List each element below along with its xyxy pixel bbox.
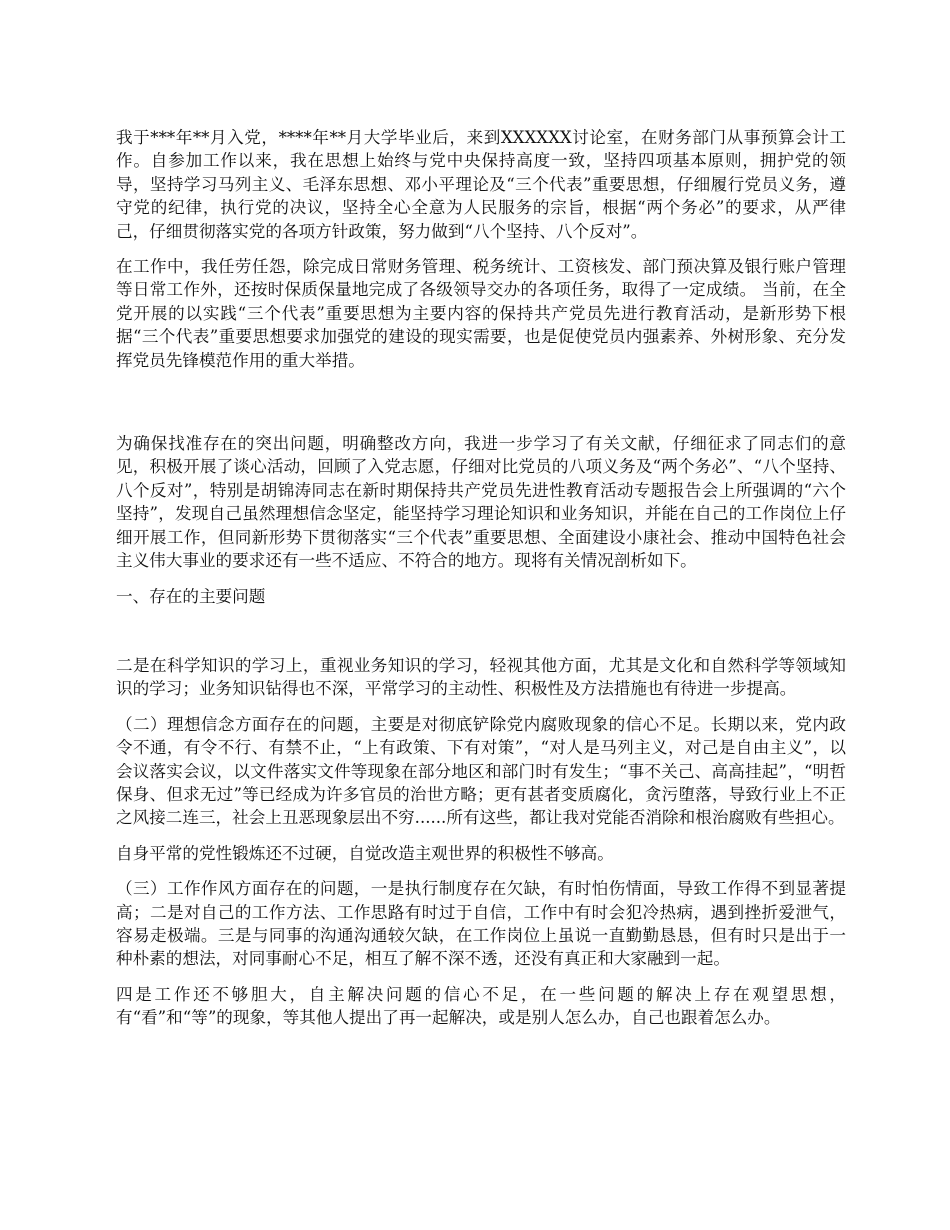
document-body: [116, 126, 846, 1030]
paragraph-knowledge-learning: 二是在科学知识的学习上，重视业务知识的学习，轻视其他方面，尤其是文化和自然科学等领域知识的学习；业务知识钻得也不深，平常学习的主动性、积极性及方法措施也有待进一步提高。: [116, 655, 846, 699]
section-heading-main-problems: 一、存在的主要问题: [116, 586, 266, 606]
paragraph-self-analysis-intro: 为确保找准存在的突出问题，明确整改方向，我进一步学习了有关文献，仔细征求了同志们的意见，积极开展了谈心活动，回顾了入党志愿，仔细对比党员的八项义务及“两个务必”、“八个坚持、八个反对”，特别是胡锦涛同志在新时期保持共产党员先进性教育活动专题报告会上所强调的“六个坚持”，发现自己虽然理想信念坚定，能坚持学习理论知识和业务知识，并能在自己的工作岗位上仔细开展工作，但同新形势下贯彻落实“三个代表”重要思想、全面建设小康社会、推动中国特色社会主义伟大事业的要求还有一些不适应、不符合的地方。现将有关情况剖析如下。: [116, 434, 846, 571]
paragraph-party-spirit: 自身平常的党性锻炼还不过硬，自觉改造主观世界的积极性不够高。: [116, 843, 614, 863]
paragraph-boldness: 四是工作还不够胆大，自主解决问题的信心不足，在一些问题的解决上存在观望思想，有“看”和“等”的现象，等其他人提出了再一起解决，或是别人怎么办，自己也跟着怎么办。: [116, 984, 846, 1028]
paragraph-work-style: （三）工作作风方面存在的问题，一是执行制度存在欠缺，有时怕伤情面，导致工作得不到显著提高；二是对自己的工作方法、工作思路有时过于自信，工作中有时会犯冷热病，遇到挫折爱泄气，容易走极端。三是与同事的沟通沟通较欠缺，在工作岗位上虽说一直勤勤恳恳，但有时只是出于一种朴素的想法，对同事耐心不足，相互了解不深不透，还没有真正和大家融到一起。: [116, 879, 846, 969]
paragraph-ideals-beliefs: （二）理想信念方面存在的问题，主要是对彻底铲除党内腐败现象的信心不足。长期以来，党内政令不通，有令不行、有禁不止，“上有政策、下有对策”，“对人是马列主义，对己是自由主义”，以会议落实会议，以文件落实文件等现象在部分地区和部门时有发生；“事不关己、高高挂起”，“明哲保身、但求无过”等已经成为许多官员的治世方略；更有甚者变质腐化，贪污堕落，导致行业上不正之风接二连三，社会上丑恶现象层出不穷......所有这些，都让我对党能否消除和根治腐败有些担心。: [116, 714, 846, 828]
paragraph-work-performance: 在工作中，我任劳任怨，除完成日常财务管理、税务统计、工资核发、部门预决算及银行账户管理等日常工作外，还按时保质保量地完成了各级领导交办的各项任务，取得了一定成绩。 当前，在全党开展的以实践“三个代表”重要思想为主要内容的保持共产党员先进行教育活动，是新形势下根据“三个代表”重要思想要求加强党的建设的现实需要，也是促使党员内强素养、外树形象、充分发挥党员先锋模范作用的重大举措。: [116, 257, 846, 370]
paragraph-party-join: 我于***年**月入党，****年**月大学毕业后，来到XXXXXX讨论室，在财务部门从事预算会计工作。自参加工作以来，我在思想上始终与党中央保持高度一致，坚持四项基本原则，拥护党的领导，坚持学习马列主义、毛泽东思想、邓小平理论及“三个代表”重要思想，仔细履行党员义务，遵守党的纪律，执行党的决议，坚持全心全意为人民服务的宗旨，根据“两个务必”的要求，从严律己，仔细贯彻落实党的各项方针政策，努力做到“八个坚持、八个反对”。: [116, 128, 846, 241]
